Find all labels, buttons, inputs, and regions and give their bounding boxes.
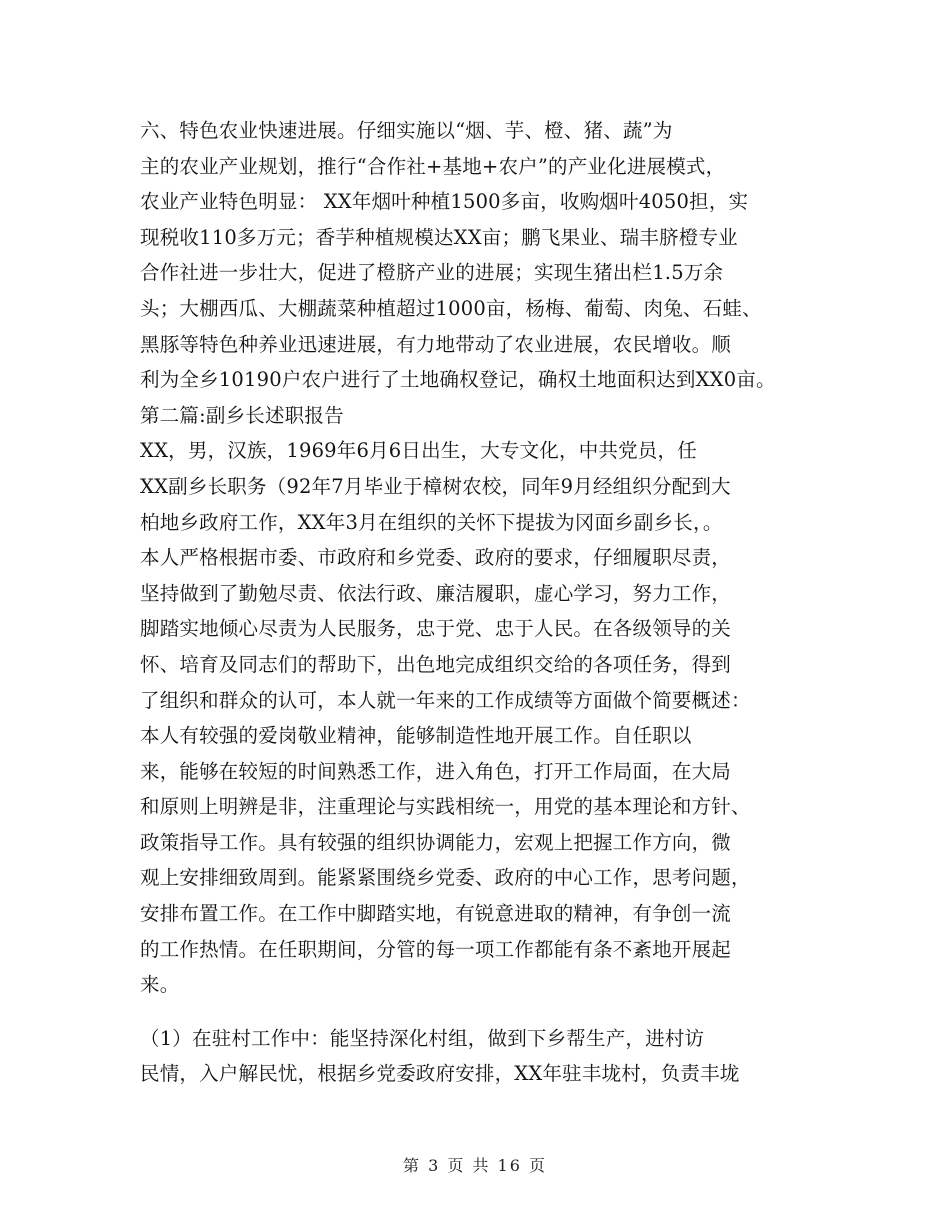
text-line: （1）在驻村工作中：能坚持深化村组，做到下乡帮生产，进村访	[140, 1026, 705, 1050]
text-line: 本人严格根据市委、市政府和乡党委、政府的要求，仔细履职尽责，	[140, 546, 732, 570]
text-line: 的工作热情。在任职期间，分管的每一项工作都能有条不紊地开展起	[140, 937, 732, 961]
text-line: 民情，入户解民忧，根据乡党委政府安排，XX年驻丰垅村，负责丰垅	[140, 1062, 740, 1086]
text-line: 利为全乡10190户农户进行了土地确权登记，确权土地面积达到XX0亩。	[140, 368, 776, 392]
text-line: 主的农业产业规划，推行“合作社+基地+农户”的产业化进展模式，	[140, 154, 726, 178]
text-line: 本人有较强的爱岗敬业精神，能够制造性地开展工作。自任职以	[140, 724, 692, 748]
text-line: 来。	[140, 973, 180, 997]
text-line: 柏地乡政府工作，XX年3月在组织的关怀下提拔为冈面乡副乡长，。	[140, 510, 723, 534]
text-line: 黑豚等特色种养业迅速进展，有力地带动了农业进展，农民增收。顺	[140, 332, 732, 356]
text-line: 农业产业特色明显： XX年烟叶种植1500多亩，收购烟叶4050担，实	[140, 190, 749, 214]
text-line: 脚踏实地倾心尽责为人民服务，忠于党、忠于人民。在各级领导的关	[140, 617, 732, 641]
section-heading: 第二篇:副乡长述职报告	[140, 403, 344, 427]
page-number-footer: 第 3 页 共 16 页	[403, 1156, 547, 1175]
paragraph-gap	[140, 1003, 830, 1021]
text-line: 合作社进一步壮大，促进了橙脐产业的进展；实现生猪出栏1.5万余	[140, 261, 724, 285]
text-line: 六、特色农业快速进展。仔细实施以“烟、芋、橙、猪、蔬”为	[140, 119, 673, 142]
text-line: 怀、培育及同志们的帮助下，出色地完成组织交给的各项任务，得到	[140, 652, 732, 676]
text-line: 了组织和群众的认可，本人就一年来的工作成绩等方面做个简要概述：	[140, 688, 751, 712]
text-line: 安排布置工作。在工作中脚踏实地，有锐意进取的精神，有争创一流	[140, 902, 732, 926]
text-line: 坚持做到了勤勉尽责、依法行政、廉洁履职，虚心学习，努力工作，	[140, 581, 732, 605]
text-line: 头；大棚西瓜、大棚蔬菜种植超过1000亩，杨梅、葡萄、肉兔、石蛙、	[140, 296, 762, 320]
text-line: XX副乡长职务（92年7月毕业于樟树农校，同年9月经组织分配到大	[140, 474, 731, 498]
text-line: 政策指导工作。具有较强的组织协调能力，宏观上把握工作方向，微	[140, 830, 732, 854]
text-line: 和原则上明辨是非，注重理论与实践相统一，用党的基本理论和方针、	[140, 795, 751, 819]
document-body	[140, 113, 830, 1092]
text-line: 现税收110多万元；香芋种植规模达XX亩；鹏飞果业、瑞丰脐橙专业	[140, 225, 738, 249]
text-line: XX，男，汉族，1969年6月6日出生，大专文化，中共党员，任	[140, 439, 697, 463]
text-line: 观上安排细致周到。能紧紧围绕乡党委、政府的中心工作，思考问题，	[140, 866, 751, 890]
text-line: 来，能够在较短的时间熟悉工作，进入角色，打开工作局面，在大局	[140, 759, 732, 783]
